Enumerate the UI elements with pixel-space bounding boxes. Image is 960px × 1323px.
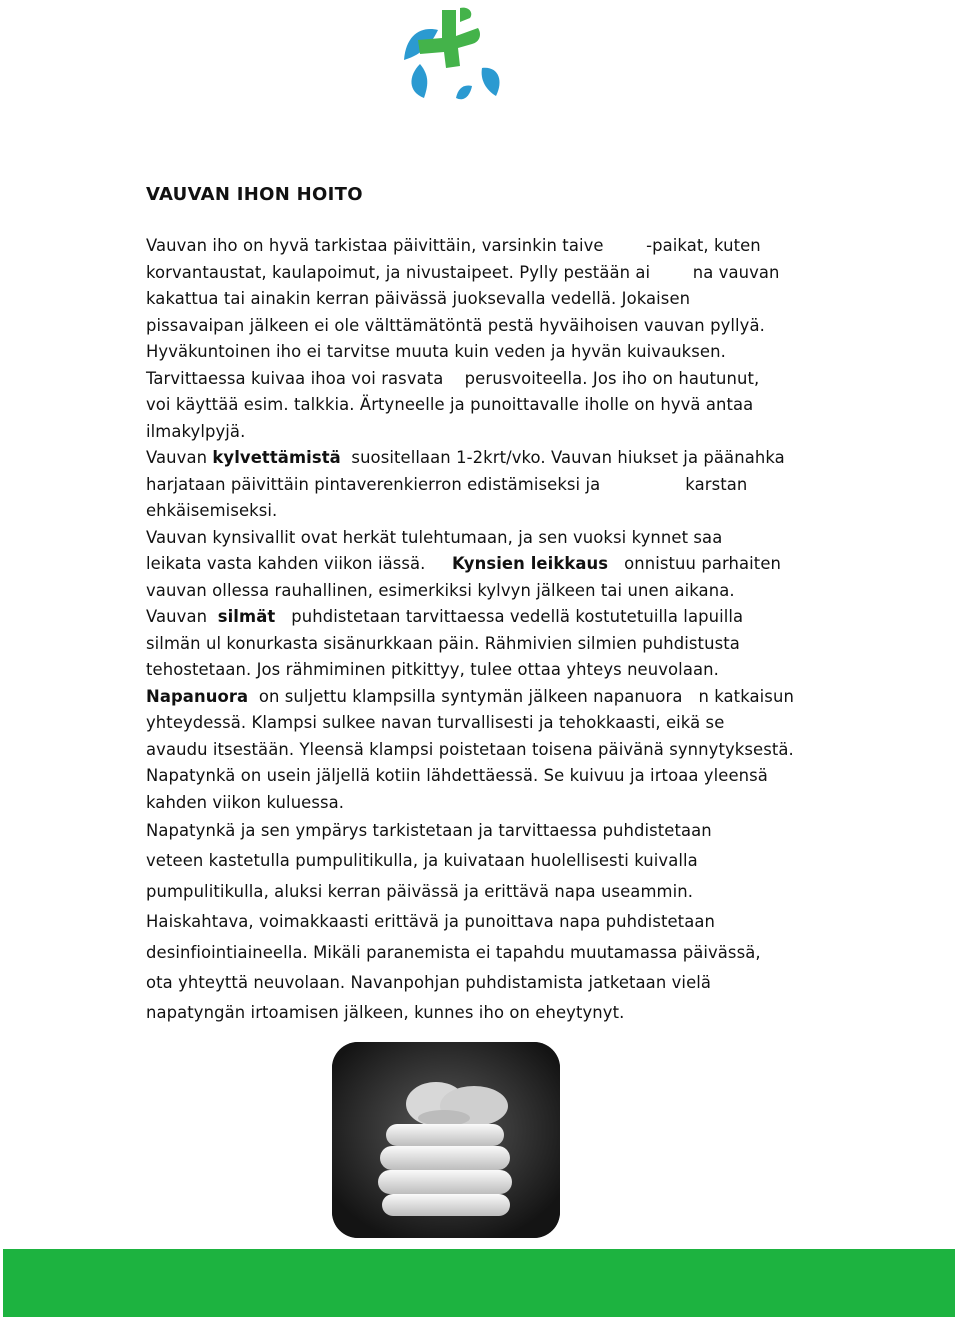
baby-photo <box>332 1042 560 1238</box>
text-line <box>146 710 826 737</box>
text-line <box>146 498 826 525</box>
text-segment: yhteydessä. Klampsi sulkee navan turvallisesti ja tehokkaasti, eikä se <box>146 713 725 732</box>
page-title: VAUVAN IHON HOITO <box>146 184 363 205</box>
text-segment: napatyngän irtoamisen jälkeen, kunnes iho on eheytynyt. <box>146 1003 625 1023</box>
cross-bird-logo-icon <box>398 6 506 108</box>
text-segment: leikata vasta kahden viikon iässä. <box>146 554 426 573</box>
text-line <box>146 551 826 578</box>
text-line <box>146 313 826 340</box>
text-line <box>146 472 826 499</box>
text-line <box>146 684 826 711</box>
text-line <box>146 998 826 1028</box>
text-line <box>146 445 826 472</box>
text-line <box>146 260 826 287</box>
bold-term: kylvettämistä <box>212 448 341 467</box>
text-segment: Tarvittaessa kuivaa ihoa voi rasvata <box>146 368 444 388</box>
logo <box>398 6 506 108</box>
text-line <box>146 525 826 552</box>
text-segment: Hyväkuntoinen iho ei tarvitse muuta kuin veden ja hyvän kuivauksen. <box>146 342 726 361</box>
text-line <box>146 578 826 605</box>
text-segment: Haiskahtava, voimakkaasti erittävä ja punoittava napa puhdistetaan <box>146 912 715 932</box>
bold-term: Napanuora <box>146 686 249 706</box>
text-segment: korvantaustat, kaulapoimut, ja nivustaipeet. Pylly pestään ai <box>146 262 651 282</box>
text-segment: on suljettu klampsilla syntymän jälkeen napanuora n katkaisun <box>248 686 794 706</box>
text-line <box>146 366 826 393</box>
text-segment: kakattua tai ainakin kerran päivässä juoksevalla vedellä. Jokaisen <box>146 289 691 308</box>
text-line <box>146 816 826 846</box>
text-segment: Vauvan kynsivallit ovat herkät tulehtumaan, ja sen vuoksi kynnet saa <box>146 527 723 547</box>
text-segment: ilmakylpyjä. <box>146 421 246 441</box>
text-segment: voi käyttää esim. talkkia. Ärtyneelle ja punoittavalle iholle on hyvä antaa <box>146 395 754 414</box>
text-segment: Vauvan <box>146 448 213 467</box>
text-line <box>146 877 826 907</box>
text-line <box>146 419 826 446</box>
body-text <box>146 233 826 1029</box>
text-line <box>146 233 826 260</box>
text-segment: desinfiointiaineella. Mikäli paranemista ei tapahdu muutamassa päivässä, <box>146 942 761 962</box>
text-segment: tehostetaan. Jos rähmiminen pitkittyy, tulee ottaa yhteys neuvolaan. <box>146 660 719 679</box>
text-segment: Napatynkä on usein jäljellä kotiin lähdettäessä. Se kuivuu ja irtoaa yleensä <box>146 766 768 785</box>
text-segment: karstan <box>600 474 748 494</box>
bold-term: Kynsien leikkaus <box>452 554 609 573</box>
text-segment: ehkäisemiseksi. <box>146 501 278 520</box>
text-segment: perusvoiteella. Jos iho on hautunut, <box>443 368 760 388</box>
text-segment: suositellaan 1-2krt/vko. Vauvan hiukset ja päänahka <box>340 448 785 467</box>
text-line <box>146 790 826 817</box>
text-segment: Vauvan <box>146 607 218 626</box>
text-line <box>146 907 826 937</box>
text-line <box>146 737 826 764</box>
text-segment: vauvan ollessa rauhallinen, esimerkiksi kylvyn jälkeen tai unen aikana. <box>146 580 735 600</box>
footer-bar <box>3 1249 955 1317</box>
text-segment: veteen kastetulla pumpulitikulla, ja kuivataan huolellisesti kuivalla <box>146 851 698 871</box>
text-line <box>146 339 826 366</box>
text-line <box>146 631 826 658</box>
text-segment: -paikat, kuten <box>603 236 761 255</box>
text-segment <box>425 554 452 573</box>
text-line <box>146 286 826 313</box>
bold-term: silmät <box>217 607 276 626</box>
text-line <box>146 938 826 968</box>
text-segment: harjataan päivittäin pintaverenkierron edistämiseksi ja <box>146 474 601 494</box>
text-segment: Napatynkä ja sen ympärys tarkistetaan ja tarvittaessa puhdistetaan <box>146 821 712 840</box>
text-segment: na vauvan <box>650 262 780 282</box>
text-line <box>146 392 826 419</box>
text-segment: Vauvan iho on hyvä tarkistaa päivittäin, varsinkin taive <box>146 236 604 255</box>
text-segment: silmän ul konurkasta sisänurkkaan päin. Rähmivien silmien puhdistusta <box>146 633 740 653</box>
text-segment: puhdistetaan tarvittaessa vedellä kostutetuilla lapuilla <box>275 607 744 626</box>
text-line <box>146 846 826 876</box>
text-segment: avaudu itsestään. Yleensä klampsi poistetaan toisena päivänä synnytyksestä. <box>146 739 794 759</box>
text-line <box>146 968 826 998</box>
text-segment: pumpulitikulla, aluksi kerran päivässä ja erittävä napa useammin. <box>146 881 694 901</box>
text-line <box>146 657 826 684</box>
text-segment: kahden viikon kuluessa. <box>146 792 345 812</box>
text-segment: ota yhteyttä neuvolaan. Navanpohjan puhdistamista jatketaan vielä <box>146 972 712 992</box>
text-line <box>146 604 826 631</box>
text-segment: onnistuu parhaiten <box>608 554 781 573</box>
text-line <box>146 763 826 790</box>
text-segment: pissavaipan jälkeen ei ole välttämätöntä pestä hyväihoisen vauvan pyllyä. <box>146 315 765 335</box>
